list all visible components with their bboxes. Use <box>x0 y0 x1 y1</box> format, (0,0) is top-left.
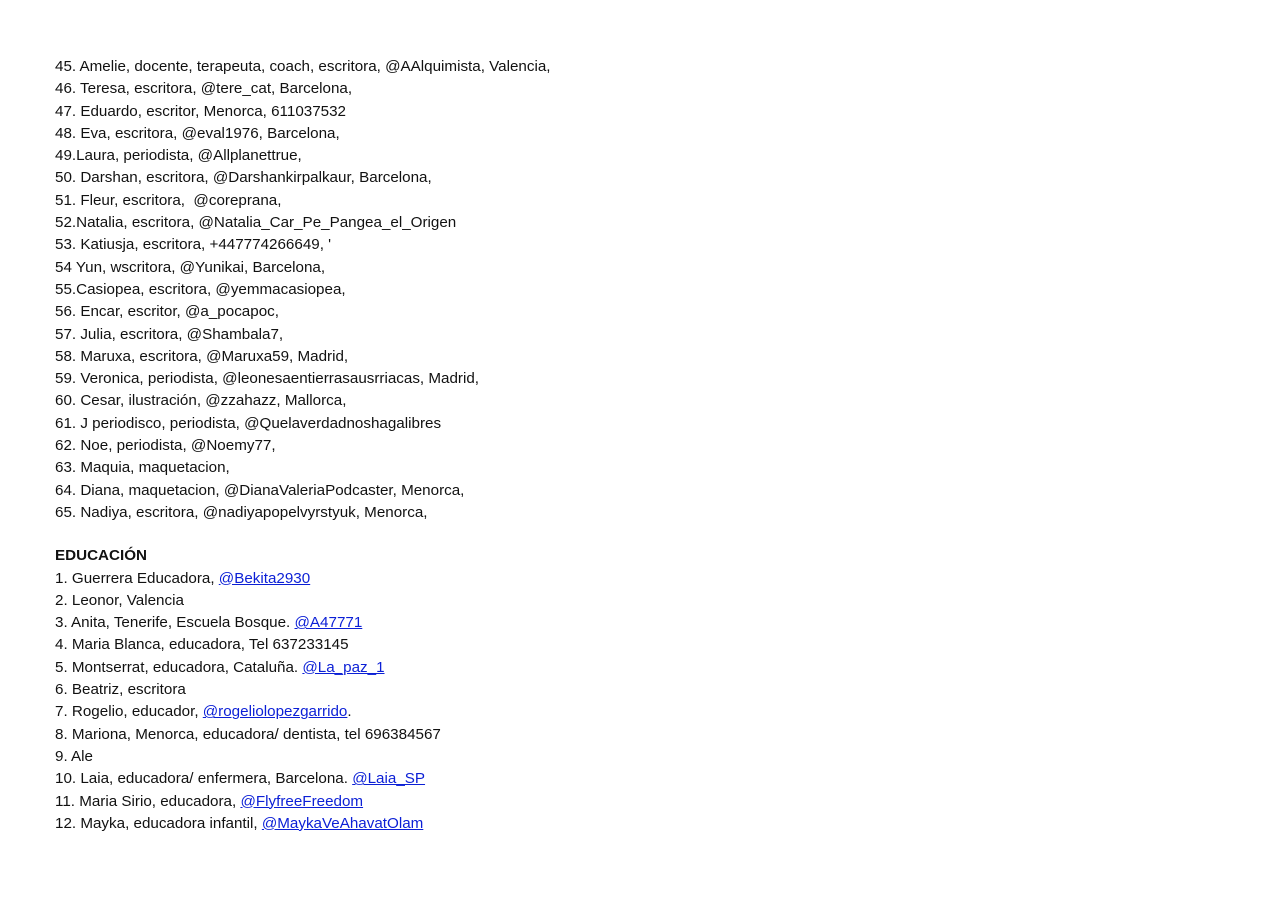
education-item <box>55 657 551 679</box>
education-item <box>55 724 551 746</box>
education-item-text: 6. Beatriz, escritora <box>55 681 186 699</box>
list-item: 62. Noe, periodista, @Noemy77, <box>55 437 276 455</box>
education-item <box>55 568 551 590</box>
list-item: 65. Nadiya, escritora, @nadiyapopelvyrstyuk, Menorca, <box>55 503 428 521</box>
list-item: 56. Encar, escritor, @a_pocapoc, <box>55 303 279 321</box>
education-item <box>55 679 551 701</box>
list-item: 51. Fleur, escritora, @coreprana, <box>55 191 282 209</box>
list-item: 57. Julia, escritora, @Shambala7, <box>55 325 284 343</box>
list-item: 59. Veronica, periodista, @leonesaentierrasausrriacas, Madrid, <box>55 370 480 388</box>
list-item: 60. Cesar, ilustración, @zzahazz, Mallorca, <box>55 392 347 410</box>
education-item-text: 10. Laia, educadora/ enfermera, Barcelona. <box>55 770 353 788</box>
profile-link[interactable]: @FlyfreeFreedom <box>240 792 364 810</box>
education-item-text: 12. Mayka, educadora infantil, <box>55 814 262 832</box>
education-item <box>55 612 551 634</box>
spacer <box>55 524 551 545</box>
list-item: 49.Laura, periodista, @Allplanettrue, <box>55 147 302 165</box>
education-item <box>55 701 551 723</box>
education-item <box>55 768 551 790</box>
contact-list <box>55 56 551 524</box>
list-item: 58. Maruxa, escritora, @Maruxa59, Madrid, <box>55 347 349 365</box>
education-item <box>55 634 551 656</box>
profile-link[interactable]: @MaykaVeAhavatOlam <box>261 814 424 832</box>
profile-link[interactable]: @rogeliolopezgarrido <box>202 703 348 721</box>
education-item-text: 2. Leonor, Valencia <box>55 591 184 609</box>
list-item: 45. Amelie, docente, terapeuta, coach, escritora, @AAlquimista, Valencia, <box>55 58 551 75</box>
education-item-text: 3. Anita, Tenerife, Escuela Bosque. <box>55 614 295 632</box>
education-item <box>55 791 551 813</box>
list-item: 47. Eduardo, escritor, Menorca, 611037532 <box>55 102 347 120</box>
list-item: 50. Darshan, escritora, @Darshankirpalkaur, Barcelona, <box>55 169 432 187</box>
education-item-text: 11. Maria Sirio, educadora, <box>55 792 241 810</box>
list-item: 52.Natalia, escritora, @Natalia_Car_Pe_Pangea_el_Origen <box>55 214 457 232</box>
education-item-text: 7. Rogelio, educador, <box>55 703 203 721</box>
profile-link[interactable]: @A47771 <box>294 614 363 632</box>
education-item <box>55 746 551 768</box>
list-item: 54 Yun, wscritora, @Yunikai, Barcelona, <box>55 258 326 276</box>
education-item <box>55 813 551 835</box>
education-item-text: 9. Ale <box>55 747 93 765</box>
education-item <box>55 590 551 612</box>
list-item: 64. Diana, maquetacion, @DianaValeriaPodcaster, Menorca, <box>55 481 465 499</box>
education-list <box>55 568 551 836</box>
profile-link[interactable]: @La_paz_1 <box>302 658 385 676</box>
list-item: 61. J periodisco, periodista, @Quelaverdadnoshagalibres <box>55 414 442 432</box>
document-page <box>55 56 551 835</box>
list-item: 48. Eva, escritora, @eval1976, Barcelona, <box>55 124 340 142</box>
list-item: 63. Maquia, maquetacion, <box>55 459 230 477</box>
education-item-text: 4. Maria Blanca, educadora, Tel 637233145 <box>55 636 349 654</box>
education-item-text: 8. Mariona, Menorca, educadora/ dentista, tel 696384567 <box>55 725 441 743</box>
section-heading-education: EDUCACIÓN <box>55 547 147 565</box>
profile-link[interactable]: @Bekita2930 <box>218 569 311 587</box>
education-item-suffix: . <box>347 703 352 721</box>
list-item: 46. Teresa, escritora, @tere_cat, Barcelona, <box>55 80 353 98</box>
education-item-text: 1. Guerrera Educadora, <box>55 569 219 587</box>
list-item: 53. Katiusja, escritora, +447774266649, ' <box>55 236 332 254</box>
profile-link[interactable]: @Laia_SP <box>352 770 426 788</box>
education-item-text: 5. Montserrat, educadora, Cataluña. <box>55 658 303 676</box>
list-item: 55.Casiopea, escritora, @yemmacasiopea, <box>55 280 346 298</box>
